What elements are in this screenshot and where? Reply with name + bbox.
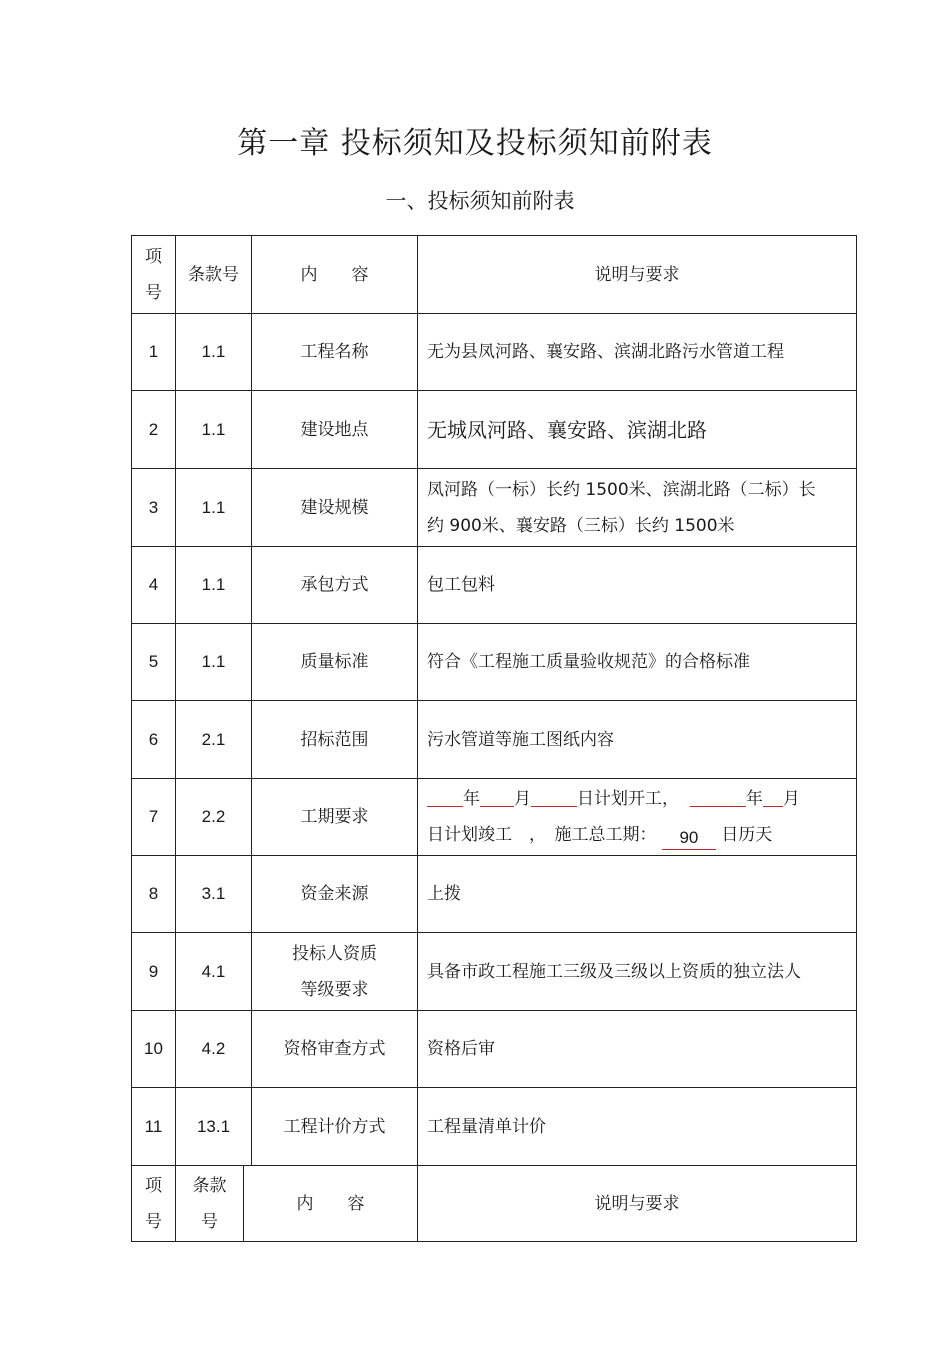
row-desc: 工程量清单计价	[418, 1088, 857, 1166]
row-content: 承包方式	[252, 547, 418, 624]
table-row	[132, 547, 857, 624]
header-item-no: 项 号	[132, 236, 176, 314]
row-clause: 3.1	[176, 856, 252, 933]
table-row	[132, 856, 857, 933]
row-clause: 1.1	[176, 314, 252, 391]
table-row	[132, 1011, 857, 1088]
row-no: 3	[132, 469, 176, 547]
start-day-blank	[531, 784, 577, 807]
end-year-blank	[690, 784, 746, 807]
row-content: 建设规模	[252, 469, 418, 547]
row-desc: 符合《工程施工质量验收规范》的合格标准	[418, 624, 857, 701]
row-no: 6	[132, 701, 176, 779]
schedule-line-2: 日计划竣工 ， 施工总工期： 90 日历天	[427, 817, 848, 853]
footer-header-item-no: 项 号	[132, 1166, 176, 1242]
row-content: 质量标准	[252, 624, 418, 701]
row-no: 1	[132, 314, 176, 391]
content-line: 投标人资质	[292, 943, 377, 964]
row-desc: 具备市政工程施工三级及三级以上资质的独立法人	[418, 933, 857, 1011]
row-content: 工程名称	[252, 314, 418, 391]
header-content: 内 容	[252, 236, 418, 314]
table-row	[132, 469, 857, 547]
table-row	[132, 779, 857, 856]
row-clause: 1.1	[176, 469, 252, 547]
footer-header-desc: 说明与要求	[418, 1166, 857, 1242]
row-desc: 包工包料	[418, 547, 857, 624]
table-row	[132, 624, 857, 701]
row-clause: 2.2	[176, 779, 252, 856]
table-row	[132, 1088, 857, 1166]
row-content: 工期要求	[252, 779, 418, 856]
row-content: 招标范围	[252, 701, 418, 779]
header-clause: 条款号	[176, 236, 252, 314]
row-desc: 无为县凤河路、襄安路、滨湖北路污水管道工程	[418, 314, 857, 391]
row-no: 11	[132, 1088, 176, 1166]
table-row	[132, 701, 857, 779]
row-desc: 污水管道等施工图纸内容	[418, 701, 857, 779]
row-desc: 上拨	[418, 856, 857, 933]
row-clause: 13.1	[176, 1088, 252, 1166]
end-month-blank	[763, 784, 783, 807]
row-content: 工程计价方式	[252, 1088, 418, 1166]
row-no: 2	[132, 391, 176, 469]
footer-header-content: 内 容	[296, 1193, 365, 1214]
row-clause: 1.1	[176, 547, 252, 624]
row-content: 资格审查方式	[252, 1011, 418, 1088]
row-desc	[418, 469, 857, 547]
start-year-blank	[427, 784, 463, 807]
row-content: 建设地点	[252, 391, 418, 469]
table-header-row	[132, 236, 857, 314]
row-clause: 4.2	[176, 1011, 252, 1088]
row-clause: 2.1	[176, 701, 252, 779]
desc-line: 约 900米、襄安路（三标）长约 1500米	[427, 515, 735, 536]
row-clause: 4.1	[176, 933, 252, 1011]
row-content: 资金来源	[252, 856, 418, 933]
section-title: 一、投标须知前附表	[385, 189, 575, 213]
row-no: 10	[132, 1011, 176, 1088]
footer-header-clause: 条款 号	[176, 1166, 244, 1241]
header-desc: 说明与要求	[418, 236, 857, 314]
row-no: 8	[132, 856, 176, 933]
row-no: 4	[132, 547, 176, 624]
table-row	[132, 933, 857, 1011]
row-no: 5	[132, 624, 176, 701]
table-row	[132, 391, 857, 469]
row-content	[252, 933, 418, 1011]
table-row	[132, 314, 857, 391]
content-line: 等级要求	[300, 979, 369, 1000]
start-month-blank	[480, 784, 514, 807]
table-footer-header-row	[132, 1166, 857, 1242]
appendix-table	[131, 235, 857, 1242]
footer-header-clause-content	[176, 1166, 418, 1242]
duration-value: 90	[662, 827, 716, 850]
chapter-title: 第一章 投标须知及投标须知前附表	[237, 126, 713, 161]
row-desc-schedule	[418, 779, 857, 856]
row-desc: 资格后审	[418, 1011, 857, 1088]
row-no: 7	[132, 779, 176, 856]
row-desc: 无城凤河路、襄安路、滨湖北路	[418, 391, 857, 469]
schedule-line-1: 年 月 日计划开工， 年 月	[427, 781, 848, 817]
row-clause: 1.1	[176, 391, 252, 469]
row-no: 9	[132, 933, 176, 1011]
desc-line: 凤河路（一标）长约 1500米、滨湖北路（二标）长	[427, 479, 816, 500]
row-clause: 1.1	[176, 624, 252, 701]
